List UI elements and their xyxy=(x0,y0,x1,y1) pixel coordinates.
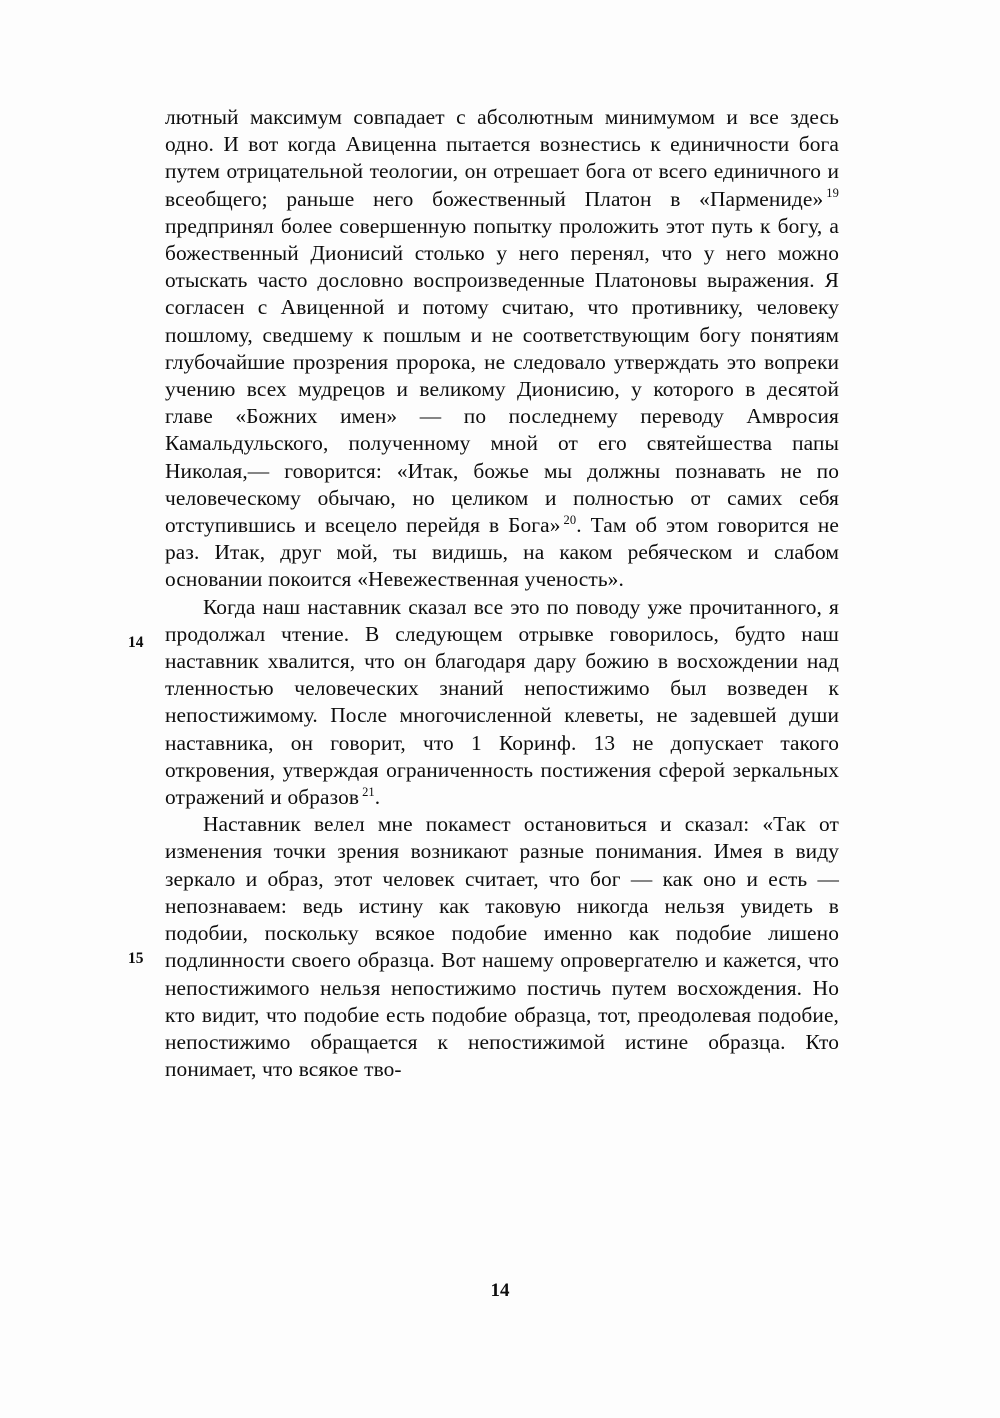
margin-section-number-14: 14 xyxy=(128,634,144,651)
footnote-marker: 20 xyxy=(563,512,577,527)
paragraph-2: Когда наш наставник сказал все это по поводу уже прочитанного, я продолжал чтение. В следующем отрывке говорилось, будто наш наставник хвалится, что он благодаря дару божию в восхождении над тленностью человеческих знаний непостижимо был возведен к непостижимому. После многочисленной клеветы, не задевшей души наставника, он говорит, что 1 Коринф. 13 не допускает такого откровения, утверждая ограниченность постижения сферой зеркальных отражений и образов $^{21}$. xyxy=(165,594,839,810)
footnote-marker: 21 xyxy=(362,784,375,799)
margin-section-number-15: 15 xyxy=(128,950,144,967)
page-number-folio: 14 xyxy=(490,1280,510,1301)
paragraph-3: Наставник велел мне покамест остановиться и сказал: «Так от изменения точки зрения возникают разные понимания. Имея в виду зеркало и образ, этот человек считает, что бог — как оно и есть — непознаваем: ведь истину как таковую никогда нельзя увидеть в подобии, поскольку всякое подобие именно как подобие лишено подлинности своего образца. Вот нашему опровергателю и кажется, что непостижимого нельзя непостижимо постичь путем восхождения. Но кто видит, что подобие есть подобие образца, тот, преодолевая подобие, непостижимо обращается к непостижимой истине образца. Кто понимает, что всякое тво- xyxy=(165,812,839,1082)
footnote-marker: 19 xyxy=(826,186,839,201)
body-text-column xyxy=(165,104,839,1083)
paragraph-1: лютный максимум совпадает с абсолютным минимумом и все здесь одно. И вот когда Авиценна пытается вознестись к единичности бога путем отрицательной теологии, он отрешает бога от всего единичного и всеобщего; раньше него божественный Платон в «Пармениде» $^{19}$ предпринял более совершенную попытку проложить этот путь к богу, а божественный Дионисий столько у него перенял, что у него можно отыскать часто дословно воспроизведенные Платоновы выражения. Я согласен с Авиценной и потому считаю, что противнику, человеку пошлому, сведшему к пошлым и не соответствующим богу понятиям глубочайшие прозрения пророка, не следовало утверждать это вопреки учению всех мудрецов и великому Дионисию, у которого в десятой главе «Божних имен» — по последнему переводу Амвросия Камальдульского, полученному мной от его святейшества папы Николая,— говорится: «Итак, божье мы должны познавать не по человеческому обычаю, но целиком и полностью от самих себя отступившись и всецело перейдя в Бога» $^{20}$. Там об этом говорится не раз. Итак, друг мой, ты видишь, на каком ребяческом и слабом основании покоится «Невежественная ученость». xyxy=(165,105,839,592)
